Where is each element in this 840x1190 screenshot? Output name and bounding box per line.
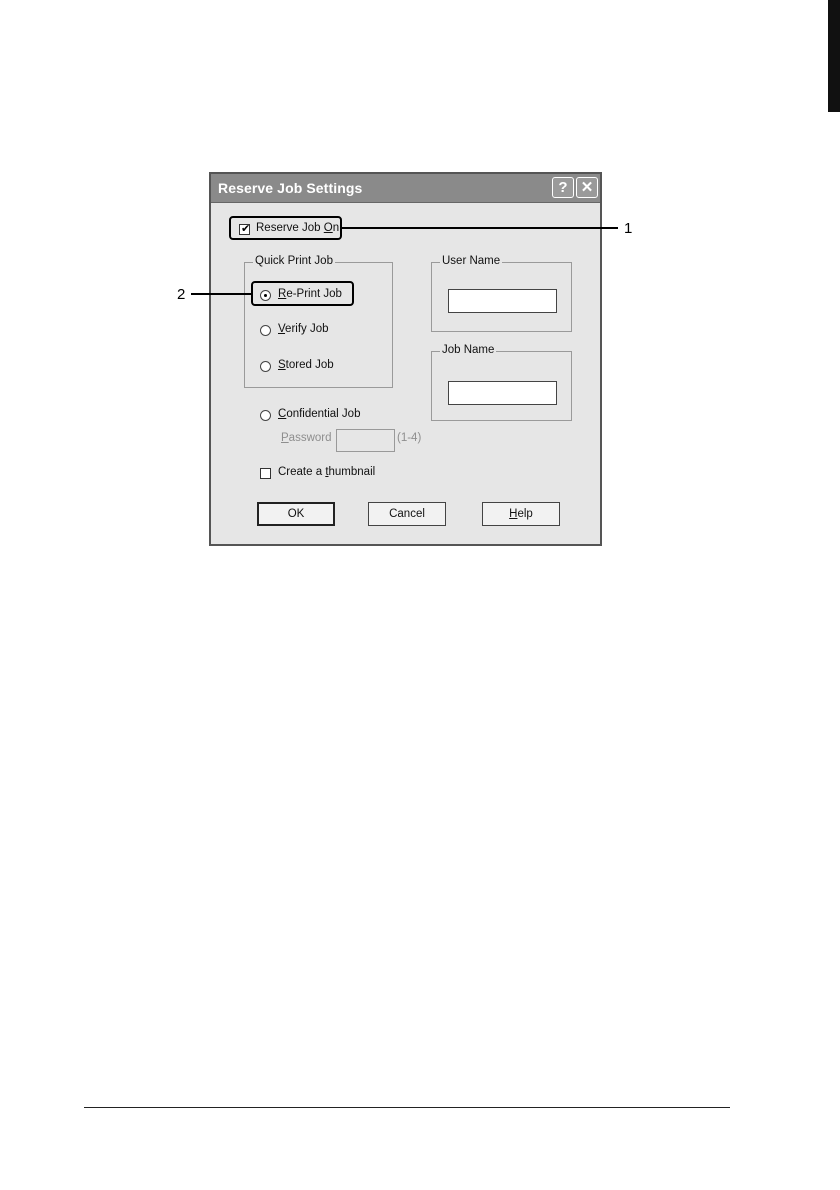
cancel-button[interactable]: Cancel: [368, 502, 446, 526]
user-name-title: User Name: [442, 255, 501, 267]
stored-job-label[interactable]: Stored Job: [278, 359, 334, 371]
callout-1-leader-line: [342, 227, 618, 229]
callout-2-leader-line: [191, 293, 251, 295]
stored-job-radio[interactable]: [260, 361, 271, 372]
verify-job-radio[interactable]: [260, 325, 271, 336]
help-icon[interactable]: ?: [552, 177, 574, 198]
password-range-hint: (1-4): [397, 432, 422, 444]
callout-1-number: 1: [624, 220, 633, 237]
ok-button[interactable]: OK: [257, 502, 335, 526]
callout-1-highlight: [229, 216, 342, 240]
quick-print-job-title: Quick Print Job: [255, 255, 333, 267]
confidential-job-label[interactable]: Confidential Job: [278, 408, 361, 420]
dialog-title: Reserve Job Settings: [218, 180, 363, 196]
password-label: Password: [281, 432, 332, 444]
footer-divider: [84, 1107, 730, 1108]
password-input[interactable]: [336, 429, 395, 452]
job-name-title: Job Name: [442, 344, 495, 356]
confidential-job-radio[interactable]: [260, 410, 271, 421]
job-name-input[interactable]: [448, 381, 557, 405]
create-thumbnail-checkbox[interactable]: [260, 468, 271, 479]
help-button[interactable]: Help: [482, 502, 560, 526]
verify-job-label[interactable]: Verify Job: [278, 323, 329, 335]
page-edge-tab: [828, 0, 840, 112]
close-icon[interactable]: ✕: [576, 177, 598, 198]
create-thumbnail-label[interactable]: Create a thumbnail: [278, 466, 376, 478]
callout-2-highlight: [251, 281, 354, 306]
reserve-job-on-label[interactable]: Reserve Job On: [256, 222, 340, 234]
title-bar[interactable]: [211, 174, 600, 203]
user-name-input[interactable]: [448, 289, 557, 313]
checkmark-icon: ✔: [241, 223, 251, 235]
re-print-job-label[interactable]: Re-Print Job: [278, 288, 342, 300]
callout-2-number: 2: [177, 286, 186, 303]
